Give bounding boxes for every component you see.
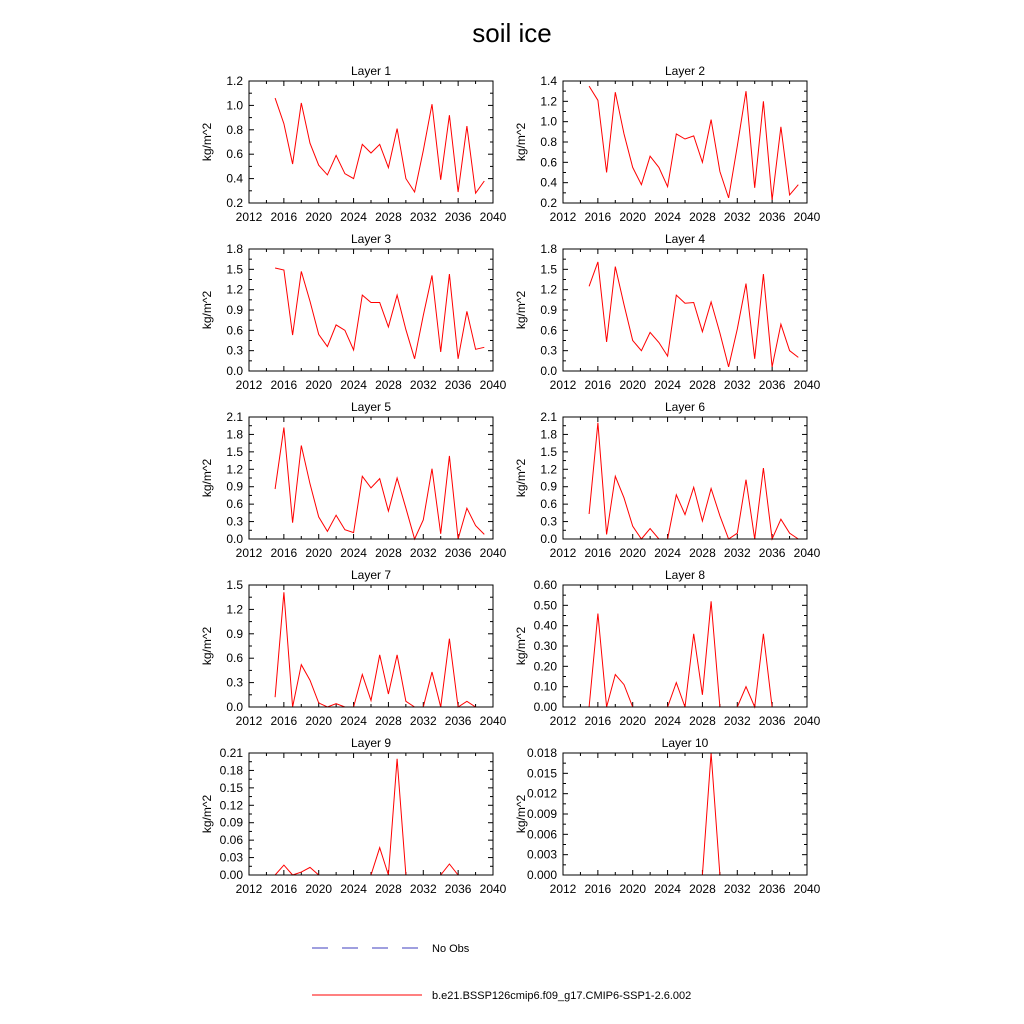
y-tick-label-layer-4: 1.8 — [540, 242, 557, 256]
y-tick-label-layer-10: 0.000 — [526, 868, 557, 882]
x-tick-label-layer-8: 2036 — [758, 714, 786, 728]
y-tick-label-layer-3: 0.3 — [226, 343, 243, 358]
x-tick-label-layer-9: 2036 — [444, 882, 472, 896]
x-tick-label-layer-5: 2032 — [409, 546, 437, 560]
x-tick-label-layer-4: 2016 — [584, 378, 612, 392]
x-tick-label-layer-2: 2032 — [723, 210, 751, 224]
x-tick-label-layer-4: 2020 — [619, 378, 647, 392]
x-tick-label-layer-7: 2036 — [444, 714, 472, 728]
y-tick-label-layer-5: 1.8 — [226, 427, 243, 442]
x-tick-label-layer-4: 2036 — [758, 378, 786, 392]
panel-title-layer-4: Layer 4 — [664, 232, 706, 246]
y-tick-label-layer-3: 1.5 — [226, 262, 243, 277]
x-tick-label-layer-5: 2024 — [340, 546, 367, 560]
y-tick-label-layer-5: 2.1 — [226, 410, 243, 424]
x-tick-label-layer-2: 2024 — [654, 210, 681, 224]
x-tick-label-layer-8: 2032 — [723, 714, 751, 728]
x-tick-label-layer-7: 2032 — [409, 714, 437, 728]
x-tick-label-layer-1: 2036 — [444, 210, 472, 224]
y-tick-label-layer-1: 0.8 — [226, 122, 243, 137]
x-tick-label-layer-4: 2032 — [723, 378, 751, 392]
panel-title-layer-6: Layer 6 — [664, 400, 706, 414]
x-tick-label-layer-3: 2024 — [340, 378, 367, 392]
y-tick-label-layer-8: 0.60 — [533, 578, 557, 592]
x-tick-label-layer-8: 2012 — [549, 714, 577, 728]
legend-label-model-run: b.e21.BSSP126cmip6.f09_g17.CMIP6-SSP1-2.6.002 — [432, 990, 692, 1002]
y-tick-label-layer-9: 0.09 — [219, 815, 243, 830]
y-tick-label-layer-6: 1.5 — [540, 444, 557, 459]
x-tick-label-layer-10: 2020 — [619, 882, 647, 896]
x-tick-label-layer-10: 2012 — [549, 882, 577, 896]
y-tick-label-layer-10: 0.012 — [526, 786, 557, 801]
y-axis-label-layer-8: kg/m^2 — [514, 626, 528, 666]
x-tick-label-layer-10: 2040 — [793, 882, 821, 896]
x-tick-label-layer-1: 2024 — [340, 210, 367, 224]
x-tick-label-layer-8: 2028 — [689, 714, 716, 728]
y-tick-label-layer-3: 0.9 — [226, 303, 243, 317]
x-tick-label-layer-9: 2024 — [340, 882, 367, 896]
y-axis-label-layer-9: kg/m^2 — [200, 794, 214, 834]
y-tick-label-layer-8: 0.50 — [533, 598, 557, 613]
x-tick-label-layer-6: 2036 — [758, 546, 786, 560]
y-tick-label-layer-5: 0.6 — [226, 497, 243, 512]
y-tick-label-layer-9: 0.15 — [219, 780, 243, 795]
series-line-layer-9 — [275, 759, 484, 875]
x-tick-label-layer-7: 2024 — [340, 714, 367, 728]
series-line-layer-2 — [589, 86, 798, 200]
y-axis-label-layer-7: kg/m^2 — [200, 626, 214, 666]
y-tick-label-layer-7: 0.0 — [226, 700, 243, 714]
x-tick-label-layer-7: 2012 — [235, 714, 263, 728]
y-tick-label-layer-8: 0.20 — [533, 659, 557, 674]
x-tick-label-layer-4: 2040 — [793, 378, 821, 392]
y-tick-label-layer-10: 0.003 — [526, 847, 557, 862]
x-tick-label-layer-1: 2032 — [409, 210, 437, 224]
x-tick-label-layer-1: 2020 — [305, 210, 333, 224]
y-tick-label-layer-10: 0.006 — [526, 827, 557, 842]
x-tick-label-layer-9: 2032 — [409, 882, 437, 896]
x-tick-label-layer-6: 2024 — [654, 546, 681, 560]
y-tick-label-layer-3: 1.8 — [226, 242, 243, 256]
y-tick-label-layer-1: 1.2 — [226, 74, 243, 88]
y-tick-label-layer-6: 1.8 — [540, 427, 557, 442]
x-tick-label-layer-9: 2016 — [270, 882, 298, 896]
y-tick-label-layer-7: 1.5 — [226, 578, 243, 592]
y-tick-label-layer-2: 1.0 — [540, 114, 557, 129]
y-axis-label-layer-10: kg/m^2 — [514, 794, 528, 834]
x-tick-label-layer-10: 2016 — [584, 882, 612, 896]
y-tick-label-layer-3: 1.2 — [226, 282, 243, 297]
x-tick-label-layer-5: 2036 — [444, 546, 472, 560]
y-tick-label-layer-7: 0.6 — [226, 651, 243, 666]
x-tick-label-layer-9: 2028 — [375, 882, 402, 896]
x-tick-label-layer-7: 2016 — [270, 714, 298, 728]
series-line-layer-5 — [275, 428, 484, 540]
x-tick-label-layer-3: 2020 — [305, 378, 333, 392]
panel-layer-1 — [200, 64, 507, 224]
y-tick-label-layer-6: 1.2 — [540, 462, 557, 477]
y-tick-label-layer-9: 0.06 — [219, 833, 243, 848]
x-tick-label-layer-8: 2024 — [654, 714, 681, 728]
x-tick-label-layer-10: 2036 — [758, 882, 786, 896]
panel-title-layer-5: Layer 5 — [350, 400, 392, 414]
y-tick-label-layer-6: 0.6 — [540, 497, 557, 512]
y-tick-label-layer-5: 0.0 — [226, 532, 243, 546]
x-tick-label-layer-6: 2016 — [584, 546, 612, 560]
panel-title-layer-10: Layer 10 — [661, 736, 709, 750]
y-tick-label-layer-7: 1.2 — [226, 602, 243, 617]
x-tick-label-layer-1: 2040 — [479, 210, 507, 224]
y-tick-label-layer-4: 1.2 — [540, 282, 557, 297]
x-tick-label-layer-7: 2020 — [305, 714, 333, 728]
y-axis-label-layer-4: kg/m^2 — [514, 290, 528, 330]
y-tick-label-layer-9: 0.00 — [219, 868, 243, 882]
y-tick-label-layer-1: 1.0 — [226, 98, 243, 113]
y-axis-label-layer-1: kg/m^2 — [200, 122, 214, 162]
y-tick-label-layer-7: 0.9 — [226, 626, 243, 641]
series-line-layer-3 — [275, 268, 484, 359]
y-tick-label-layer-9: 0.03 — [219, 850, 243, 865]
y-tick-label-layer-4: 0.3 — [540, 343, 557, 358]
x-tick-label-layer-7: 2028 — [375, 714, 402, 728]
y-tick-label-layer-2: 1.4 — [540, 74, 557, 88]
y-tick-label-layer-9: 0.18 — [219, 763, 243, 778]
y-tick-label-layer-8: 0.40 — [533, 618, 557, 633]
y-tick-label-layer-2: 1.2 — [540, 94, 557, 109]
panel-title-layer-3: Layer 3 — [350, 232, 392, 246]
y-tick-label-layer-1: 0.6 — [226, 147, 243, 162]
y-tick-label-layer-9: 0.21 — [219, 746, 243, 760]
plot-frame-layer-1 — [249, 81, 493, 203]
x-tick-label-layer-1: 2016 — [270, 210, 298, 224]
x-tick-label-layer-3: 2032 — [409, 378, 437, 392]
y-tick-label-layer-2: 0.4 — [540, 175, 557, 190]
x-tick-label-layer-4: 2012 — [549, 378, 577, 392]
y-tick-label-layer-1: 0.4 — [226, 171, 243, 186]
x-tick-label-layer-7: 2040 — [479, 714, 507, 728]
x-tick-label-layer-4: 2024 — [654, 378, 681, 392]
x-tick-label-layer-2: 2028 — [689, 210, 716, 224]
x-tick-label-layer-9: 2012 — [235, 882, 263, 896]
x-tick-label-layer-2: 2012 — [549, 210, 577, 224]
panel-title-layer-1: Layer 1 — [350, 64, 392, 78]
y-tick-label-layer-9: 0.12 — [219, 798, 243, 813]
plot-frame-layer-3 — [249, 249, 493, 371]
series-line-layer-8 — [589, 601, 798, 707]
y-tick-label-layer-6: 0.3 — [540, 514, 557, 529]
plot-frame-layer-10 — [563, 753, 807, 875]
panel-layer-6 — [514, 400, 821, 560]
series-line-layer-6 — [589, 423, 798, 539]
y-tick-label-layer-4: 0.6 — [540, 323, 557, 338]
x-tick-label-layer-6: 2020 — [619, 546, 647, 560]
x-tick-label-layer-10: 2032 — [723, 882, 751, 896]
x-tick-label-layer-3: 2036 — [444, 378, 472, 392]
y-axis-label-layer-6: kg/m^2 — [514, 458, 528, 498]
x-tick-label-layer-8: 2020 — [619, 714, 647, 728]
panel-layer-10 — [514, 736, 821, 896]
x-tick-label-layer-10: 2024 — [654, 882, 681, 896]
plot-frame-layer-9 — [249, 753, 493, 875]
y-tick-label-layer-3: 0.0 — [226, 364, 243, 378]
y-tick-label-layer-2: 0.6 — [540, 155, 557, 170]
x-tick-label-layer-5: 2020 — [305, 546, 333, 560]
x-tick-label-layer-3: 2012 — [235, 378, 263, 392]
y-tick-label-layer-2: 0.2 — [540, 196, 557, 210]
x-tick-label-layer-3: 2016 — [270, 378, 298, 392]
panel-layer-2 — [514, 64, 821, 224]
legend-label-no-obs: No Obs — [432, 943, 470, 955]
y-tick-label-layer-6: 0.0 — [540, 532, 557, 546]
y-tick-label-layer-4: 0.9 — [540, 303, 557, 317]
y-axis-label-layer-3: kg/m^2 — [200, 290, 214, 330]
x-tick-label-layer-5: 2028 — [375, 546, 402, 560]
x-tick-label-layer-1: 2028 — [375, 210, 402, 224]
plot-frame-layer-6 — [563, 417, 807, 539]
y-tick-label-layer-5: 1.5 — [226, 444, 243, 459]
y-tick-label-layer-6: 2.1 — [540, 410, 557, 424]
panel-layer-3 — [200, 232, 507, 392]
y-tick-label-layer-10: 0.018 — [526, 746, 557, 760]
y-tick-label-layer-2: 0.8 — [540, 135, 557, 149]
panels-group — [200, 64, 821, 896]
x-tick-label-layer-9: 2020 — [305, 882, 333, 896]
y-tick-label-layer-8: 0.00 — [533, 700, 557, 714]
panel-layer-9 — [200, 736, 507, 896]
y-tick-label-layer-10: 0.009 — [526, 807, 557, 821]
x-tick-label-layer-2: 2040 — [793, 210, 821, 224]
y-tick-label-layer-7: 0.3 — [226, 675, 243, 690]
y-axis-label-layer-2: kg/m^2 — [514, 122, 528, 162]
y-tick-label-layer-8: 0.30 — [533, 639, 557, 653]
legend — [312, 943, 691, 1002]
figure-title: soil ice — [472, 18, 552, 48]
y-tick-label-layer-4: 0.0 — [540, 364, 557, 378]
y-axis-label-layer-5: kg/m^2 — [200, 458, 214, 498]
x-tick-label-layer-9: 2040 — [479, 882, 507, 896]
panel-layer-5 — [200, 400, 507, 560]
y-tick-label-layer-5: 1.2 — [226, 462, 243, 477]
panel-title-layer-9: Layer 9 — [350, 736, 392, 750]
x-tick-label-layer-6: 2032 — [723, 546, 751, 560]
x-tick-label-layer-2: 2020 — [619, 210, 647, 224]
x-tick-label-layer-8: 2016 — [584, 714, 612, 728]
series-line-layer-4 — [589, 262, 798, 367]
x-tick-label-layer-3: 2028 — [375, 378, 402, 392]
x-tick-label-layer-5: 2012 — [235, 546, 263, 560]
panel-title-layer-8: Layer 8 — [664, 568, 706, 582]
y-tick-label-layer-3: 0.6 — [226, 323, 243, 338]
series-line-layer-1 — [275, 98, 484, 193]
x-tick-label-layer-8: 2040 — [793, 714, 821, 728]
x-tick-label-layer-3: 2040 — [479, 378, 507, 392]
y-tick-label-layer-10: 0.015 — [526, 766, 557, 781]
series-line-layer-7 — [275, 592, 484, 707]
panel-layer-4 — [514, 232, 821, 392]
x-tick-label-layer-4: 2028 — [689, 378, 716, 392]
x-tick-label-layer-6: 2040 — [793, 546, 821, 560]
x-tick-label-layer-5: 2016 — [270, 546, 298, 560]
x-tick-label-layer-1: 2012 — [235, 210, 263, 224]
x-tick-label-layer-5: 2040 — [479, 546, 507, 560]
y-tick-label-layer-1: 0.2 — [226, 196, 243, 210]
panel-title-layer-2: Layer 2 — [664, 64, 706, 78]
y-tick-label-layer-5: 0.9 — [226, 479, 243, 494]
x-tick-label-layer-6: 2028 — [689, 546, 716, 560]
panel-layer-7 — [200, 568, 507, 728]
y-tick-label-layer-6: 0.9 — [540, 479, 557, 494]
plot-frame-layer-7 — [249, 585, 493, 707]
y-tick-label-layer-5: 0.3 — [226, 514, 243, 529]
y-tick-label-layer-8: 0.10 — [533, 679, 557, 694]
series-line-layer-10 — [589, 753, 798, 875]
panel-title-layer-7: Layer 7 — [350, 568, 392, 582]
x-tick-label-layer-6: 2012 — [549, 546, 577, 560]
x-tick-label-layer-2: 2036 — [758, 210, 786, 224]
x-tick-label-layer-2: 2016 — [584, 210, 612, 224]
y-tick-label-layer-4: 1.5 — [540, 262, 557, 277]
panel-layer-8 — [514, 568, 821, 728]
x-tick-label-layer-10: 2028 — [689, 882, 716, 896]
